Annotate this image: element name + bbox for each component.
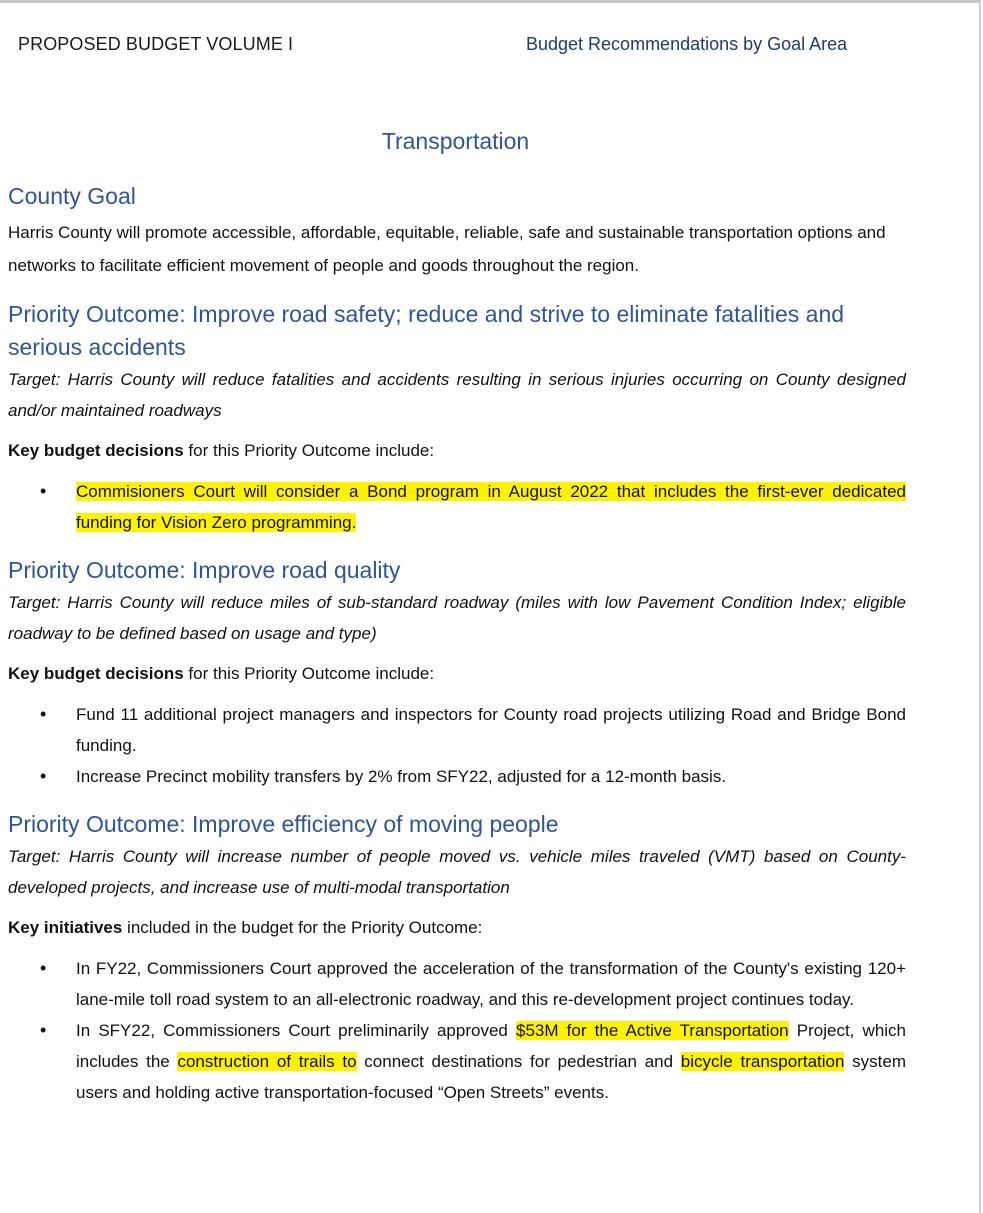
- outcome-road-safety: [8, 298, 906, 538]
- list-item: • Fund 11 additional project managers and inspectors for County road projects utilizing Road and Bridge Bond funding.: [8, 699, 906, 761]
- initiative-list: [8, 953, 906, 1108]
- item-text: In SFY22, Commissioners Court preliminarily approved: [76, 1021, 517, 1040]
- item-text: Project, which includes the: [76, 1021, 907, 1071]
- header-section-label: Budget Recommendations by Goal Area: [526, 34, 848, 54]
- outcome-heading: Priority Outcome: Improve road safety; reduce and strive to eliminate fatalities and serious accidents: [8, 301, 845, 360]
- outcome-heading: Priority Outcome: Improve efficiency of moving people: [8, 811, 559, 837]
- county-goal-heading: County Goal: [8, 183, 136, 209]
- decision-list: [8, 699, 906, 792]
- outcome-target: Target: Harris County will reduce fatalities and accidents resulting in serious injuries occurring on County designed and/or maintained roadways: [8, 370, 906, 420]
- key-initiatives-label: [8, 913, 906, 943]
- item-text: system users and holding active transportation-focused “Open Streets” events.: [76, 1052, 907, 1102]
- decision-list: [8, 476, 906, 538]
- highlighted-text: Commisioners Court will consider a Bond program in August 2022 that includes the first-ever dedicated funding for Vision Zero programming.: [76, 482, 906, 532]
- outcome-road-quality: [8, 554, 906, 792]
- outcome-target: Target: Harris County will increase number of people moved vs. vehicle miles traveled (VMT) based on County-developed projects, and increase use of multi-modal transportation: [8, 847, 906, 897]
- key-decisions-rest: for this Priority Outcome include:: [183, 441, 435, 460]
- outcome-heading: Priority Outcome: Improve road quality: [8, 557, 401, 583]
- header-volume-label: PROPOSED BUDGET VOLUME I: [18, 34, 294, 54]
- document-body: [8, 180, 906, 1108]
- key-decisions-bold: Key budget decisions: [8, 441, 184, 460]
- list-item: • Increase Precinct mobility transfers by 2% from SFY22, adjusted for a 12-month basis.: [8, 761, 906, 792]
- key-decisions-rest: for this Priority Outcome include:: [183, 664, 435, 683]
- county-goal-section: [8, 180, 906, 282]
- key-decisions-label: [8, 659, 906, 689]
- key-decisions-bold: Key budget decisions: [8, 664, 184, 683]
- highlighted-text: bicycle transportation: [680, 1052, 845, 1071]
- key-decisions-label: [8, 436, 906, 466]
- outcome-target: Target: Harris County will reduce miles of sub-standard roadway (miles with low Pavement Condition Index; eligible roadway to be defined based on usage and type): [8, 593, 906, 643]
- highlighted-text: construction of trails to: [177, 1052, 357, 1071]
- outcome-moving-people: [8, 808, 906, 1108]
- key-initiatives-rest: included in the budget for the Priority Outcome:: [122, 918, 483, 937]
- list-item: • In FY22, Commissioners Court approved the acceleration of the transformation of the County's existing 120+ lane-mile toll road system to an all-electronic roadway, and this re-development project continues today.: [8, 953, 906, 1015]
- list-item: [8, 476, 906, 538]
- key-initiatives-bold: Key initiatives: [8, 918, 123, 937]
- highlighted-text: $53M for the Active Transportation: [516, 1021, 789, 1040]
- page-title: Transportation: [381, 128, 530, 154]
- item-text: connect destinations for pedestrian and: [356, 1052, 681, 1071]
- list-item: [8, 1015, 906, 1108]
- county-goal-text: Harris County will promote accessible, affordable, equitable, reliable, safe and sustainable transportation options and networks to facilitate efficient movement of people and goods throughout the region.: [8, 223, 886, 275]
